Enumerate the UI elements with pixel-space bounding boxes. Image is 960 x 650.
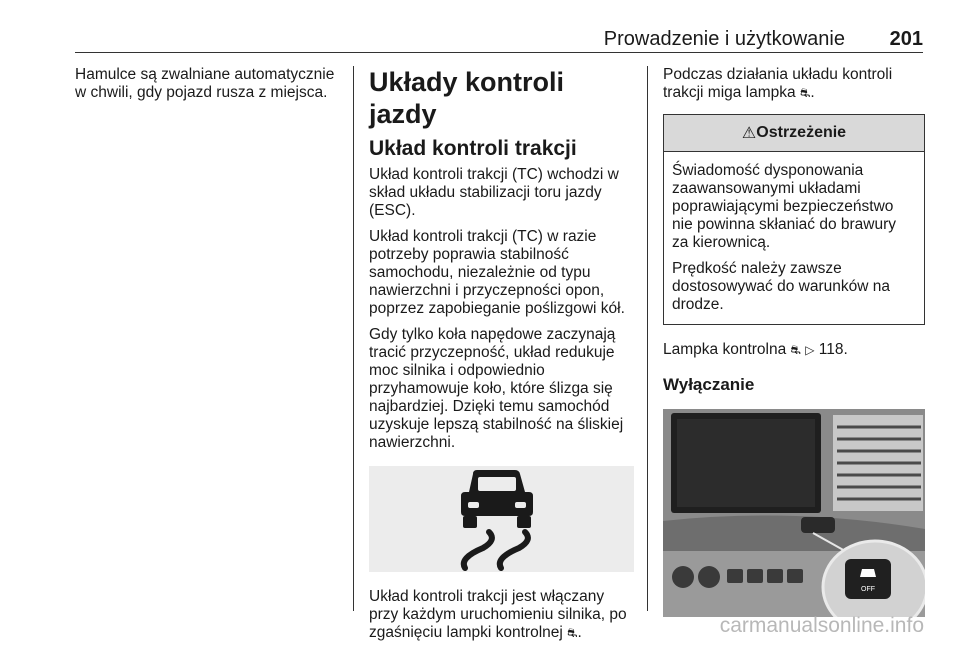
paragraph-text: Układ kontroli trakcji jest włączany przy każdym uruchomieniu silnika, po zgaśnięciu lampki kontrolnej xyxy=(369,588,627,641)
warning-header xyxy=(664,115,924,152)
column-middle xyxy=(369,66,634,650)
lamp-reference xyxy=(663,341,925,359)
watermark: carmanualsonline.info xyxy=(719,614,924,637)
paragraph: Podczas działania układu kontroli trakcji miga lampka ⛐. xyxy=(663,66,893,101)
header-title: Prowadzenie i użytkowanie xyxy=(603,28,845,50)
warning-box xyxy=(663,114,925,325)
paragraph: Gdy tylko koła napędowe zaczynają tracić przyczepność, układ redukuje moc silnika i odpowiednio przyhamowuje koło, które ślizga się najbardziej. Dzięki temu samochód uzyskuje lepszą stabilność na śliskiej nawierzchni. xyxy=(369,326,624,451)
subsection-heading: Układ kontroli trakcji xyxy=(369,137,577,160)
button-off-label: OFF xyxy=(861,586,875,593)
paragraph: Hamulce są zwalniane automatycznie w chwili, gdy pojazd rusza z miejsca. xyxy=(75,66,335,101)
column-divider xyxy=(647,66,648,611)
subsection-heading: Wyłączanie xyxy=(663,375,755,394)
page-header xyxy=(75,28,923,53)
section-heading: Układy kontroli jazdy xyxy=(369,67,565,129)
paragraph: Układ kontroli trakcji (TC) wchodzi w skład układu stabilizacji toru jazdy (ESC). xyxy=(369,166,619,219)
page-reference-icon: ▷ xyxy=(805,343,815,357)
paragraph: Układ kontroli trakcji jest włączany przy każdym uruchomieniu silnika, po zgaśnięciu lampki kontrolnej ⛐. xyxy=(369,588,627,641)
warning-icon: ⚠ xyxy=(741,125,757,142)
traction-control-lamp-icon: ⛐ xyxy=(790,343,801,357)
dashboard-photo xyxy=(663,409,925,617)
column-left xyxy=(75,66,335,110)
dashboard-illustration xyxy=(663,409,925,617)
paragraph-text: Podczas działania układu kontroli trakcji miga lampka xyxy=(663,66,893,101)
warning-paragraph: Świadomość dysponowania zaawansowanymi układami poprawiającymi bezpieczeństwo nie powinna skłaniać do brawury za kierownicą. xyxy=(672,162,897,251)
column-divider xyxy=(353,66,354,611)
skidding-car-icon xyxy=(369,466,634,572)
lamp-reference-label: Lampka kontrolna xyxy=(663,341,787,358)
column-right xyxy=(663,66,925,617)
traction-control-lamp-icon: ⛐ xyxy=(567,626,578,640)
traction-control-symbol-figure xyxy=(369,466,634,572)
lamp-reference-page: 118. xyxy=(818,341,848,358)
warning-body xyxy=(664,152,924,324)
traction-control-lamp-icon: ⛐ xyxy=(799,86,811,100)
warning-title: Ostrzeżenie xyxy=(756,124,847,141)
warning-paragraph: Prędkość należy zawsze dostosowywać do warunków na drodze. xyxy=(672,260,890,313)
page-number: 201 xyxy=(889,28,923,50)
paragraph: Układ kontroli trakcji (TC) w razie potrzeby poprawia stabilność samochodu, niezależnie od typu nawierzchni i przyczepności opon, poprzez zapobieganie poślizgowi kół. xyxy=(369,228,625,317)
